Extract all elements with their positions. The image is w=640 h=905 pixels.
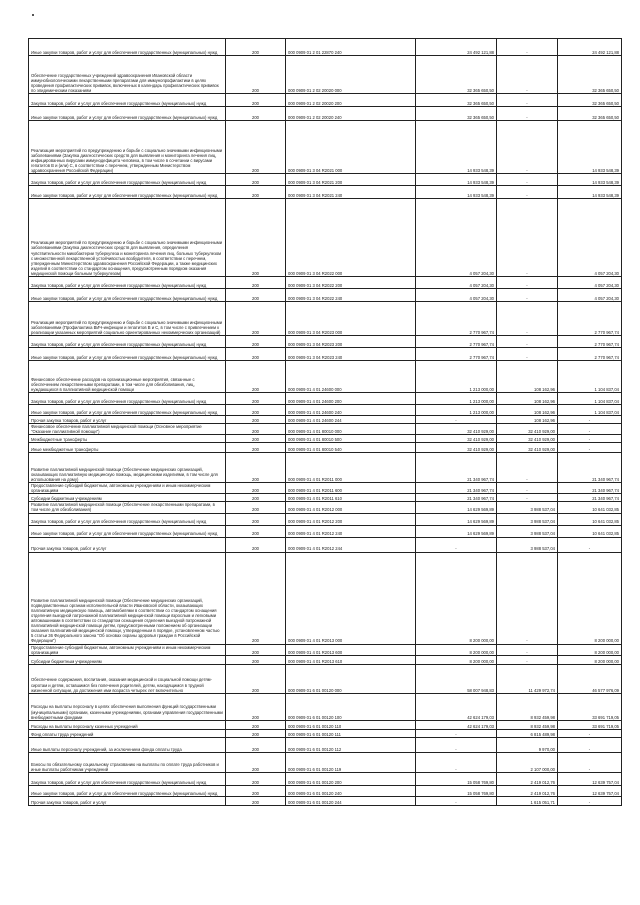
row-code-cell: 200: [226, 785, 286, 796]
row-name-cell: Прочая закупка товаров, работ и услуг: [29, 796, 226, 805]
table-row: [29, 416, 622, 424]
row-approved-amount-cell: 32 410 929,00: [416, 424, 497, 435]
table-row: [29, 537, 622, 552]
table-row: [29, 277, 622, 289]
row-classification-code-cell: 000 0909 01 4 01 R2012 200: [286, 513, 416, 525]
row-name-cell: Межбюджетные трансферты: [29, 435, 226, 443]
table-row: [29, 720, 622, 729]
row-classification-code-cell: 000 0909 01 4 01 24600 244: [286, 416, 416, 424]
row-unexecuted-amount-cell: 4 057 204,30: [558, 289, 622, 302]
row-unexecuted-amount-cell: 46 577 976,09: [558, 664, 622, 693]
row-classification-code-cell: 000 0909 01 4 01 R2012 244: [286, 537, 416, 552]
row-code-cell: 200: [226, 453, 286, 483]
row-name-cell: Предоставление субсидий бюджетным, автономным учреждениям и иным некоммерческим организациям: [29, 644, 226, 655]
table-body: [29, 39, 622, 806]
row-classification-code-cell: 000 0909 01 6 01 00120 110: [286, 720, 416, 729]
row-executed-amount-cell: -: [497, 121, 558, 174]
row-code-cell: 200: [226, 483, 286, 494]
table-row: [29, 453, 622, 483]
row-approved-amount-cell: 8 200 000,00: [416, 644, 497, 655]
row-classification-code-cell: 000 0909 01 4 01 80010 500: [286, 435, 416, 443]
row-code-cell: 200: [226, 655, 286, 664]
table-row: [29, 302, 622, 336]
row-executed-amount-cell: -: [497, 453, 558, 483]
row-name-cell: Прочая закупка товаров, работ и услуг: [29, 537, 226, 552]
row-executed-amount-cell: 108 162,96: [497, 405, 558, 416]
row-code-cell: 200: [226, 664, 286, 693]
row-unexecuted-amount-cell: -: [558, 752, 622, 772]
row-code-cell: 200: [226, 644, 286, 655]
row-unexecuted-amount-cell: 14 933 548,39: [558, 174, 622, 186]
row-name-cell: Реализация мероприятий по предупреждению и борьбе с социально значимыми инфекционными заболеваниями (Закупка диагностических средств для выявления и мониторинга лечения лиц, инфицированных вирусами иммунодефицита человека, в том числе в сочетании с вирусами гепатитов В и (или) С, в соответствии с перечнем, утвержденным Министерством здравоохранения Российской Федерации): [29, 121, 226, 174]
row-classification-code-cell: 000 0909 01 6 01 00120 100: [286, 693, 416, 720]
row-name-cell: Иные выплаты персоналу учреждений, за исключением фонда оплаты труда: [29, 737, 226, 752]
row-unexecuted-amount-cell: 21 340 967,74: [558, 483, 622, 494]
row-approved-amount-cell: -: [416, 537, 497, 552]
row-classification-code-cell: 000 0909 01 2 02 20020 000: [286, 56, 416, 94]
row-approved-amount-cell: 14 629 569,89: [416, 502, 497, 513]
table-row: [29, 174, 622, 186]
row-code-cell: 200: [226, 199, 286, 277]
row-executed-amount-cell: 8 932 459,98: [497, 693, 558, 720]
row-approved-amount-cell: 21 340 967,74: [416, 494, 497, 502]
row-approved-amount-cell: 32 365 650,50: [416, 107, 497, 121]
row-classification-code-cell: 000 0909 01 3 04 R2023 240: [286, 348, 416, 361]
row-approved-amount-cell: 58 007 948,83: [416, 664, 497, 693]
row-classification-code-cell: 000 0909 01 3 04 R2022 200: [286, 277, 416, 289]
table-row: [29, 336, 622, 348]
row-unexecuted-amount-cell: 32 365 650,50: [558, 94, 622, 107]
table-row: [29, 289, 622, 302]
row-unexecuted-amount-cell: 10 641 032,85: [558, 513, 622, 525]
row-unexecuted-amount-cell: 2 770 967,74: [558, 336, 622, 348]
row-name-cell: Иные закупки товаров, работ и услуг для обеспечения государственных (муниципальных) нужд: [29, 289, 226, 302]
table-row: [29, 435, 622, 443]
row-executed-amount-cell: -: [497, 552, 558, 644]
row-executed-amount-cell: -: [497, 199, 558, 277]
row-executed-amount-cell: 108 162,96: [497, 393, 558, 405]
row-executed-amount-cell: -: [497, 277, 558, 289]
row-classification-code-cell: 000 0909 01 6 01 00120 244: [286, 796, 416, 805]
table-row: [29, 361, 622, 393]
table-row: [29, 772, 622, 785]
row-approved-amount-cell: 24 492 121,88: [416, 39, 497, 56]
row-approved-amount-cell: 32 410 929,00: [416, 435, 497, 443]
row-approved-amount-cell: 2 770 967,74: [416, 336, 497, 348]
row-approved-amount-cell: 21 340 967,74: [416, 483, 497, 494]
row-unexecuted-amount-cell: 2 770 967,74: [558, 302, 622, 336]
row-name-cell: Иные закупки товаров, работ и услуг для обеспечения государственных (муниципальных) нужд: [29, 186, 226, 199]
row-unexecuted-amount-cell: 21 340 967,74: [558, 494, 622, 502]
row-unexecuted-amount-cell: 32 365 650,50: [558, 56, 622, 94]
row-executed-amount-cell: -: [497, 186, 558, 199]
row-unexecuted-amount-cell: 1 104 837,04: [558, 361, 622, 393]
row-classification-code-cell: 000 0909 01 2 01 22870 240: [286, 39, 416, 56]
row-executed-amount-cell: 2 419 012,76: [497, 785, 558, 796]
row-name-cell: Субсидии бюджетным учреждениям: [29, 494, 226, 502]
budget-execution-table: [28, 38, 622, 806]
row-approved-amount-cell: 1 213 000,00: [416, 393, 497, 405]
table-row: [29, 39, 622, 56]
table-row: [29, 94, 622, 107]
row-name-cell: Финансовое обеспечение расходов на организационные мероприятия, связанные с обеспечением лекарственными препаратами, в том числе для обезболивания, лиц, нуждающихся в паллиативной медицинской помощи: [29, 361, 226, 393]
table-row: [29, 424, 622, 435]
row-code-cell: 200: [226, 107, 286, 121]
row-classification-code-cell: 000 0909 01 3 04 R2023 200: [286, 336, 416, 348]
row-code-cell: 200: [226, 336, 286, 348]
row-name-cell: Реализация мероприятий по предупреждению и борьбе с социально значимыми инфекционными заболеваниями (Профилактика ВИЧ-инфекции и гепатитов В и С, в том числе с привлечением к реализации указанных мероприятий социально ориентированных некоммерческих организаций): [29, 302, 226, 336]
row-classification-code-cell: 000 0909 01 3 04 R2022 240: [286, 289, 416, 302]
row-approved-amount-cell: 2 770 967,74: [416, 302, 497, 336]
row-approved-amount-cell: 8 200 000,00: [416, 552, 497, 644]
row-executed-amount-cell: 11 429 972,74: [497, 664, 558, 693]
row-approved-amount-cell: -: [416, 737, 497, 752]
row-unexecuted-amount-cell: 33 691 719,05: [558, 693, 622, 720]
row-unexecuted-amount-cell: 21 340 967,74: [558, 453, 622, 483]
row-name-cell: Реализация мероприятий по предупреждению и борьбе с социально значимыми инфекционными заболеваниями (Закупка диагностических средств для выявления, определения чувствительности микобактерии туберкулеза и мониторинга лечения лиц, больных туберкулезом с множественной лекарственной устойчивостью возбудителя, в соответствии с перечнем, утвержденным Министерством здравоохранения Российской Федерации, а также медицинских изделий в соответствии со стандартом оснащения, предусмотренным порядком оказания медицинской помощи больным туберкулезом): [29, 199, 226, 277]
row-name-cell: Иные межбюджетные трансферты: [29, 443, 226, 453]
row-executed-amount-cell: -: [497, 174, 558, 186]
row-classification-code-cell: 000 0909 01 4 01 80010 000: [286, 424, 416, 435]
row-code-cell: 200: [226, 174, 286, 186]
row-classification-code-cell: 000 0909 01 4 01 24600 000: [286, 361, 416, 393]
table-row: [29, 405, 622, 416]
row-code-cell: 200: [226, 525, 286, 537]
row-name-cell: Прочая закупка товаров, работ и услуг: [29, 416, 226, 424]
row-unexecuted-amount-cell: 1 104 837,04: [558, 393, 622, 405]
row-code-cell: 200: [226, 277, 286, 289]
row-executed-amount-cell: 108 162,96: [497, 416, 558, 424]
row-name-cell: Обеспечение содержания, воспитания, оказания медицинской и социальной помощи детям-сиротам и детям, оставшимся без попечения родителей, детям, находящимся в трудной жизненной ситуации, до достижения ими возраста четырех лет включительно: [29, 664, 226, 693]
table-row: [29, 494, 622, 502]
row-name-cell: Иные закупки товаров, работ и услуг для обеспечения государственных (муниципальных) нужд: [29, 348, 226, 361]
row-code-cell: 200: [226, 752, 286, 772]
row-approved-amount-cell: 4 057 204,30: [416, 199, 497, 277]
row-unexecuted-amount-cell: 12 639 757,04: [558, 785, 622, 796]
row-classification-code-cell: 000 0909 01 4 01 R2013 610: [286, 655, 416, 664]
row-executed-amount-cell: -: [497, 336, 558, 348]
row-name-cell: Закупка товаров, работ и услуг для обеспечения государственных (муниципальных) нужд: [29, 513, 226, 525]
table-row: [29, 655, 622, 664]
row-approved-amount-cell: 2 770 967,74: [416, 348, 497, 361]
table-row: [29, 737, 622, 752]
row-executed-amount-cell: -: [497, 107, 558, 121]
row-executed-amount-cell: -: [497, 39, 558, 56]
row-executed-amount-cell: 3 988 537,04: [497, 502, 558, 513]
row-classification-code-cell: 000 0909 01 6 01 00120 200: [286, 772, 416, 785]
scan-speck: [32, 14, 34, 16]
row-unexecuted-amount-cell: 24 492 121,88: [558, 39, 622, 56]
table-row: [29, 186, 622, 199]
row-code-cell: 200: [226, 416, 286, 424]
row-code-cell: 200: [226, 405, 286, 416]
row-executed-amount-cell: 1 615 051,71: [497, 796, 558, 805]
row-classification-code-cell: 000 0909 01 3 04 R2021 000: [286, 121, 416, 174]
row-name-cell: Закупка товаров, работ и услуг для обеспечения государственных (муниципальных) нужд: [29, 336, 226, 348]
table-row: [29, 752, 622, 772]
row-approved-amount-cell: -: [416, 729, 497, 737]
row-unexecuted-amount-cell: 1 104 837,04: [558, 405, 622, 416]
row-executed-amount-cell: -: [497, 302, 558, 336]
row-name-cell: Закупка товаров, работ и услуг для обеспечения государственных (муниципальных) нужд: [29, 277, 226, 289]
table-row: [29, 443, 622, 453]
row-classification-code-cell: 000 0909 01 4 01 R2013 000: [286, 552, 416, 644]
row-approved-amount-cell: 21 340 967,74: [416, 453, 497, 483]
row-classification-code-cell: 000 0909 01 6 01 00120 111: [286, 729, 416, 737]
row-unexecuted-amount-cell: 10 641 032,85: [558, 525, 622, 537]
row-name-cell: Закупка товаров, работ и услуг для обеспечения государственных (муниципальных) нужд: [29, 772, 226, 785]
row-classification-code-cell: 000 0909 01 2 02 20020 200: [286, 94, 416, 107]
row-unexecuted-amount-cell: 10 641 032,85: [558, 502, 622, 513]
row-name-cell: Финансовое обеспечение паллиативной медицинской помощи (Основное мероприятие "Оказание паллиативной помощи"): [29, 424, 226, 435]
row-approved-amount-cell: 32 410 929,00: [416, 443, 497, 453]
row-code-cell: 200: [226, 424, 286, 435]
row-executed-amount-cell: 32 410 929,00: [497, 424, 558, 435]
row-executed-amount-cell: 6 815 489,98: [497, 729, 558, 737]
row-code-cell: 200: [226, 393, 286, 405]
row-name-cell: Развитие паллиативной медицинской помощи (Обеспечение лекарственными препаратами, в том числе для обезболивания): [29, 502, 226, 513]
row-unexecuted-amount-cell: 14 933 548,39: [558, 186, 622, 199]
row-code-cell: 200: [226, 772, 286, 785]
row-name-cell: Закупка товаров, работ и услуг для обеспечения государственных (муниципальных) нужд: [29, 174, 226, 186]
table-row: [29, 525, 622, 537]
row-unexecuted-amount-cell: 8 200 000,00: [558, 552, 622, 644]
row-executed-amount-cell: 9 970,00: [497, 737, 558, 752]
row-classification-code-cell: 000 0909 01 6 01 00120 000: [286, 664, 416, 693]
row-unexecuted-amount-cell: 12 639 757,04: [558, 772, 622, 785]
row-unexecuted-amount-cell: 8 200 000,00: [558, 655, 622, 664]
row-code-cell: 200: [226, 361, 286, 393]
row-classification-code-cell: 000 0909 01 4 01 R2013 600: [286, 644, 416, 655]
row-approved-amount-cell: 42 624 179,03: [416, 693, 497, 720]
row-unexecuted-amount-cell: -: [558, 443, 622, 453]
row-classification-code-cell: 000 0909 01 4 01 80010 540: [286, 443, 416, 453]
row-classification-code-cell: 000 0909 01 6 01 00120 112: [286, 737, 416, 752]
row-executed-amount-cell: 8 932 459,98: [497, 720, 558, 729]
table-row: [29, 796, 622, 805]
row-unexecuted-amount-cell: 14 933 548,39: [558, 121, 622, 174]
row-code-cell: 200: [226, 94, 286, 107]
table-row: [29, 644, 622, 655]
row-name-cell: Предоставление субсидий бюджетным, автономным учреждениям и иным некоммерческим организациям: [29, 483, 226, 494]
row-name-cell: Закупка товаров, работ и услуг для обеспечения государственных (муниципальных) нужд: [29, 393, 226, 405]
row-name-cell: Субсидии бюджетным учреждениям: [29, 655, 226, 664]
row-unexecuted-amount-cell: -: [558, 424, 622, 435]
row-approved-amount-cell: 15 058 769,80: [416, 785, 497, 796]
row-unexecuted-amount-cell: -: [558, 796, 622, 805]
table-row: [29, 348, 622, 361]
row-executed-amount-cell: 108 162,96: [497, 361, 558, 393]
table-row: [29, 513, 622, 525]
row-name-cell: Иные закупки товаров, работ и услуг для обеспечения государственных (муниципальных) нужд: [29, 405, 226, 416]
table-row: [29, 729, 622, 737]
row-approved-amount-cell: 1 213 000,00: [416, 361, 497, 393]
row-executed-amount-cell: -: [497, 289, 558, 302]
row-name-cell: Развитие паллиативной медицинской помощи (Обеспечение медицинских организаций, оказывающих паллиативную медицинскую помощь, медицинскими изделиями, в том числе для использования на дому): [29, 453, 226, 483]
row-name-cell: Расходы на выплаты персоналу в целях обеспечения выполнения функций государственными (муниципальными) органами, казенными учреждениями, органами управления государственными внебюджетными фондами: [29, 693, 226, 720]
row-code-cell: 200: [226, 502, 286, 513]
row-executed-amount-cell: 3 988 537,04: [497, 537, 558, 552]
row-code-cell: 200: [226, 537, 286, 552]
table-row: [29, 693, 622, 720]
row-code-cell: 200: [226, 494, 286, 502]
row-code-cell: 200: [226, 186, 286, 199]
row-executed-amount-cell: 32 410 929,00: [497, 435, 558, 443]
row-code-cell: 200: [226, 56, 286, 94]
row-approved-amount-cell: 14 629 569,89: [416, 513, 497, 525]
row-approved-amount-cell: 42 624 179,03: [416, 720, 497, 729]
row-name-cell: Иные закупки товаров, работ и услуг для обеспечения государственных (муниципальных) нужд: [29, 107, 226, 121]
row-name-cell: Развитие паллиативной медицинской помощи (Обеспечение медицинских организаций, подведомственных органам исполнительной власти Ивановской области, оказывающих паллиативную медицинскую помощь, автомобилями в соответствии со стандартом оснащения отделения выездной патронажной паллиативной медицинской помощи взрослым и легковыми автомашинами в соответствии со стандартом оснащения отделения выездной патронажной паллиативной медицинской помощи детям, предусмотренными положением об организации оказания паллиативной медицинской помощи, утвержденным в порядке, установленном частью 5 статьи 36 Федерального закона "Об основах охраны здоровья граждан в Российской Федерации"): [29, 552, 226, 644]
row-executed-amount-cell: -: [497, 483, 558, 494]
row-code-cell: 200: [226, 302, 286, 336]
row-unexecuted-amount-cell: -: [558, 729, 622, 737]
row-classification-code-cell: 000 0909 01 3 04 R2023 000: [286, 302, 416, 336]
row-name-cell: Обеспечение государственных учреждений здравоохранения Ивановской области иммунобиологическими лекарственными препаратами для иммунопрофилактики в целях проведения профилактических прививок, включенных в календарь профилактических прививок по эпидемическим показаниям: [29, 56, 226, 94]
row-name-cell: Иные закупки товаров, работ и услуг для обеспечения государственных (муниципальных) нужд: [29, 525, 226, 537]
row-classification-code-cell: 000 0909 01 2 02 20020 240: [286, 107, 416, 121]
row-approved-amount-cell: 14 933 548,39: [416, 186, 497, 199]
row-unexecuted-amount-cell: -: [558, 435, 622, 443]
row-name-cell: Расходы на выплаты персоналу казенных учреждений: [29, 720, 226, 729]
row-unexecuted-amount-cell: 4 057 204,30: [558, 277, 622, 289]
row-classification-code-cell: 000 0909 01 4 01 R2012 240: [286, 525, 416, 537]
table-row: [29, 107, 622, 121]
row-code-cell: 200: [226, 435, 286, 443]
row-code-cell: 200: [226, 121, 286, 174]
row-executed-amount-cell: -: [497, 94, 558, 107]
row-code-cell: 200: [226, 720, 286, 729]
row-code-cell: 200: [226, 552, 286, 644]
row-name-cell: Иные закупки товаров, работ и услуг для обеспечения государственных (муниципальных) нужд: [29, 39, 226, 56]
row-code-cell: 200: [226, 443, 286, 453]
row-approved-amount-cell: 15 058 769,80: [416, 772, 497, 785]
row-approved-amount-cell: -: [416, 416, 497, 424]
row-classification-code-cell: 000 0909 01 3 04 R2021 240: [286, 186, 416, 199]
row-approved-amount-cell: 14 629 569,89: [416, 525, 497, 537]
row-code-cell: 200: [226, 513, 286, 525]
row-classification-code-cell: 000 0909 01 6 01 00120 119: [286, 752, 416, 772]
row-executed-amount-cell: 3 988 537,04: [497, 525, 558, 537]
row-approved-amount-cell: 14 933 548,39: [416, 174, 497, 186]
row-code-cell: 200: [226, 737, 286, 752]
row-executed-amount-cell: -: [497, 644, 558, 655]
row-approved-amount-cell: 1 213 000,00: [416, 405, 497, 416]
table-row: [29, 121, 622, 174]
row-unexecuted-amount-cell: -: [558, 416, 622, 424]
row-classification-code-cell: 000 0909 01 4 01 R2012 000: [286, 502, 416, 513]
row-executed-amount-cell: 2 107 000,00: [497, 752, 558, 772]
row-approved-amount-cell: 32 365 650,50: [416, 94, 497, 107]
row-executed-amount-cell: 2 419 012,76: [497, 772, 558, 785]
row-approved-amount-cell: 8 200 000,00: [416, 655, 497, 664]
row-approved-amount-cell: 32 365 650,50: [416, 56, 497, 94]
row-approved-amount-cell: -: [416, 752, 497, 772]
row-code-cell: 200: [226, 693, 286, 720]
row-executed-amount-cell: -: [497, 348, 558, 361]
row-executed-amount-cell: 3 988 537,04: [497, 513, 558, 525]
row-approved-amount-cell: -: [416, 796, 497, 805]
table-row: [29, 199, 622, 277]
row-classification-code-cell: 000 0909 01 6 01 00120 240: [286, 785, 416, 796]
row-name-cell: Закупка товаров, работ и услуг для обеспечения государственных (муниципальных) нужд: [29, 94, 226, 107]
row-code-cell: 200: [226, 348, 286, 361]
row-code-cell: 200: [226, 796, 286, 805]
row-classification-code-cell: 000 0909 01 4 01 R2011 000: [286, 453, 416, 483]
table-row: [29, 393, 622, 405]
row-unexecuted-amount-cell: 32 365 650,50: [558, 107, 622, 121]
row-name-cell: Иные закупки товаров, работ и услуг для обеспечения государственных (муниципальных) нужд: [29, 785, 226, 796]
row-unexecuted-amount-cell: -: [558, 537, 622, 552]
table-row: [29, 664, 622, 693]
row-executed-amount-cell: -: [497, 655, 558, 664]
row-unexecuted-amount-cell: 4 057 204,30: [558, 199, 622, 277]
row-code-cell: 200: [226, 729, 286, 737]
row-unexecuted-amount-cell: 2 770 967,74: [558, 348, 622, 361]
row-code-cell: 200: [226, 289, 286, 302]
row-code-cell: 200: [226, 39, 286, 56]
table-row: [29, 785, 622, 796]
row-approved-amount-cell: 4 057 204,30: [416, 277, 497, 289]
row-classification-code-cell: 000 0909 01 4 01 24600 200: [286, 393, 416, 405]
row-executed-amount-cell: 32 410 929,00: [497, 443, 558, 453]
row-name-cell: Фонд оплаты труда учреждений: [29, 729, 226, 737]
row-classification-code-cell: 000 0909 01 4 01 R2011 600: [286, 483, 416, 494]
row-unexecuted-amount-cell: -: [558, 737, 622, 752]
row-unexecuted-amount-cell: 8 200 000,00: [558, 644, 622, 655]
table-row: [29, 483, 622, 494]
row-executed-amount-cell: -: [497, 56, 558, 94]
row-approved-amount-cell: 4 057 204,30: [416, 289, 497, 302]
row-unexecuted-amount-cell: 33 691 719,05: [558, 720, 622, 729]
row-classification-code-cell: 000 0909 01 3 04 R2021 200: [286, 174, 416, 186]
row-approved-amount-cell: 14 933 548,39: [416, 121, 497, 174]
table-row: [29, 552, 622, 644]
row-classification-code-cell: 000 0909 01 4 01 R2011 610: [286, 494, 416, 502]
row-classification-code-cell: 000 0909 01 4 01 24600 240: [286, 405, 416, 416]
row-classification-code-cell: 000 0909 01 3 04 R2022 000: [286, 199, 416, 277]
row-name-cell: Взносы по обязательному социальному страхованию на выплаты по оплате труда работников и иные выплаты работникам учреждений: [29, 752, 226, 772]
table-row: [29, 502, 622, 513]
table-row: [29, 56, 622, 94]
row-executed-amount-cell: -: [497, 494, 558, 502]
